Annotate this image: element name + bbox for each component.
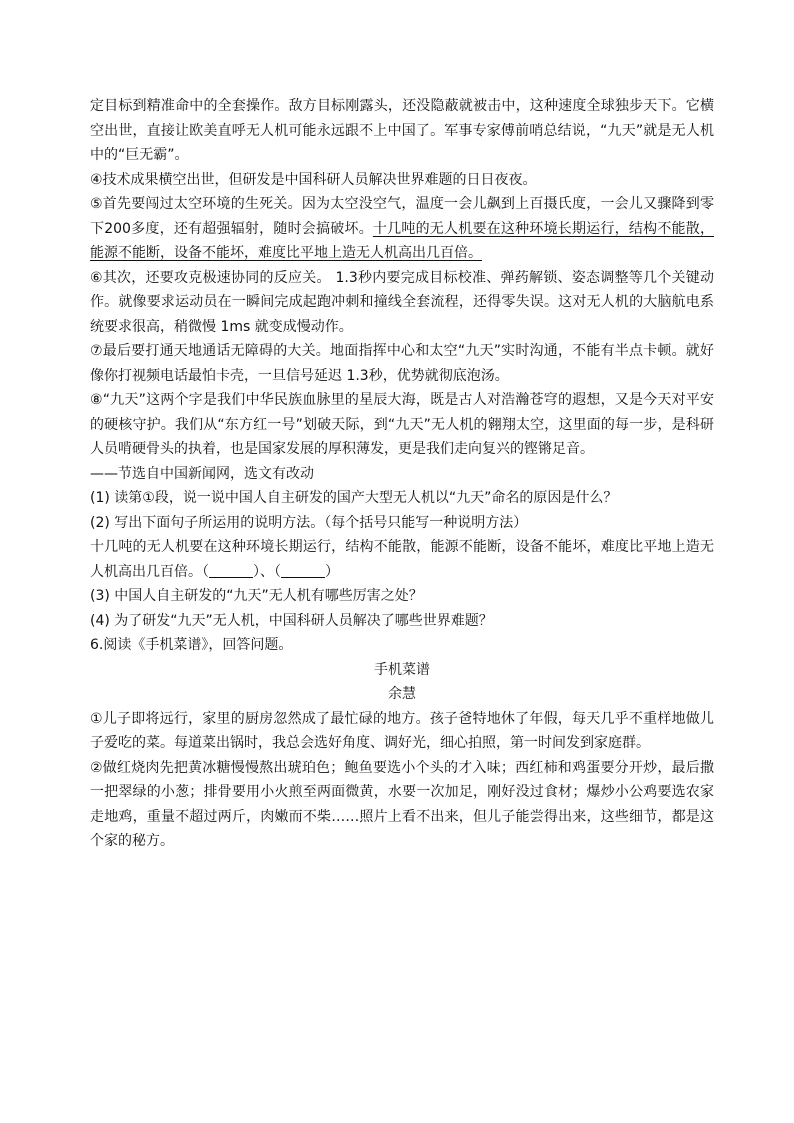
bracket-close: ）: [325, 563, 339, 580]
bracket-mid: ）、（: [253, 563, 281, 580]
article-paragraph-7: ⑦最后要打通天地通话无障碍的大关。地面指挥中心和太空“九天”实时沟通，不能有半点卡顿。就好像你打视频电话最怕卡壳，一旦信号延迟 1.3秒，优势就彻底泡汤。: [90, 343, 714, 384]
section-6-paragraph-1: ①儿子即将远行，家里的厨房忽然成了最忙碌的地方。孩子爸特地休了年假，每天几乎不重样地做儿子爱吃的菜。每道菜出锅时，我总会选好角度、调好光，细心拍照，第一时间发到家庭群。: [90, 710, 714, 751]
answer-blank-2[interactable]: [281, 563, 325, 578]
question-2-sentence: [90, 535, 714, 584]
article-paragraph-4: ④技术成果横空出世，但研发是中国科研人员解决世界难题的日日夜夜。: [90, 171, 537, 188]
question-3: (3) 中国人自主研发的“九天”无人机有哪些厉害之处？: [90, 588, 423, 604]
section-6-title: 手机菜谱: [374, 661, 430, 678]
answer-blank-1[interactable]: [209, 563, 253, 578]
article-paragraph-6: ⑥其次，还要攻克极速协同的反应关。 1.3秒内要完成目标校准、弹药解锁、姿态调整等几个关键动作。就像要求运动员在一瞬间完成起跑冲刺和撞线全套流程，还得零失误。这对无人机的大脑航电系统要求很高，稍微慢 1ms 就变成慢动作。: [90, 269, 714, 335]
question-4: (4) 为了研发“九天”无人机，中国科研人员解决了哪些世界难题？: [90, 612, 493, 629]
document-page: [90, 94, 714, 854]
bracket-open: （: [202, 563, 209, 580]
question-1: (1) 读第①段，说一说中国人自主研发的国产大型无人机以“九天”命名的原因是什么？: [90, 490, 618, 506]
article-paragraph-8: ⑧“九天”这两个字是我们中华民族血脉里的星辰大海，既是古人对浩瀚苍穹的遐想，又是今天对平安的硬核守护。我们从“东方红一号”划破天际，到“九天”无人机的翱翔太空，这里面的每一步，是科研人员啃硬骨头的执着，也是国家发展的厚积薄发，更是我们走向复兴的铿锵足音。: [90, 392, 714, 457]
article-source: ——节选自中国新闻网，选文有改动: [90, 465, 314, 482]
section-6-paragraph-2: ②做红烧肉先把黄冰糖慢慢熬出琥珀色；鲍鱼要选小个头的才入味；西红柿和鸡蛋要分开炒，最后撒一把翠绿的小葱；排骨要用小火煎至两面微黄，水要一次加足，刚好没过食材；爆炒小公鸡要选农家走地鸡，重量不超过两斤，肉嫩而不柴……照片上看不出来，但儿子能尝得出来，这些细节，都是这个家的秘方。: [90, 759, 714, 849]
question-2-sentence-text: 十几吨的无人机要在这种环境长期运行，结构不能散，能源不能断，设备不能坏，难度比平地上造无人机高出几百倍。: [90, 539, 714, 580]
underlined-sentence: 十几吨的无人机要在这种环境长期运行，结构不能散，能源不能断，设备不能坏，难度比平地上造无人机高出几百倍。: [90, 220, 714, 261]
section-6-heading: 6.阅读《手机菜谱》，回答问题。: [90, 637, 293, 653]
article-paragraph-5: [90, 192, 714, 266]
section-6-author: 余慧: [388, 686, 416, 702]
question-2: (2) 写出下面句子所运用的说明方法。（每个括号只能写一种说明方法）: [90, 514, 528, 531]
article-paragraph-intro: 定目标到精准命中的全套操作。敌方目标刚露头，还没隐蔽就被击中，这种速度全球独步天下。它横空出世，直接让欧美直呼无人机可能永远跟不上中国了。军事专家傅前哨总结说，“九天”就是无人机中的“巨无霸”。: [90, 98, 714, 163]
article-paragraph-5-text: ⑤首先要闯过太空环境的生死关。因为太空没空气，温度一会儿飙到上百摄氏度，一会儿又骤降到零下200多度，还有超强辐射，随时会搞破坏。: [90, 196, 714, 237]
